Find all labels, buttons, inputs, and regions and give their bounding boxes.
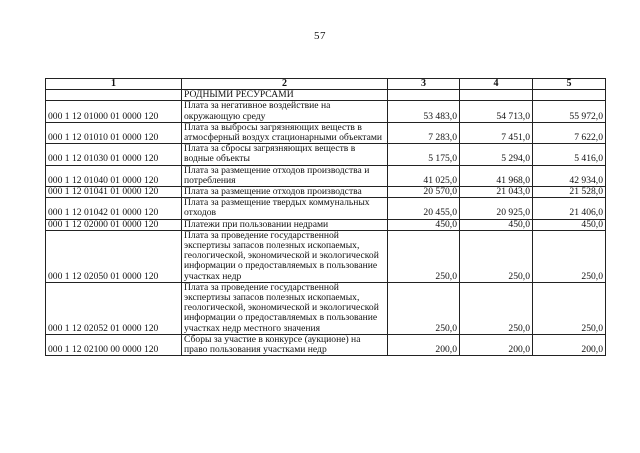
row-value-year-3: 42 934,0 xyxy=(533,165,606,186)
page-number: 57 xyxy=(314,30,326,42)
row-value-year-1: 20 570,0 xyxy=(388,187,460,198)
column-header-code: 1 xyxy=(46,79,182,90)
row-name: Плата за размещение отходов производства xyxy=(182,187,388,198)
table-row xyxy=(46,219,606,230)
row-value-year-3: 450,0 xyxy=(533,219,606,230)
row-value-year-1: 250,0 xyxy=(388,230,460,282)
row-code: 000 1 12 02000 01 0000 120 xyxy=(46,219,182,230)
budget-revenue-table xyxy=(45,78,606,356)
row-value-year-2: 250,0 xyxy=(460,230,533,282)
row-code: 000 1 12 01040 01 0000 120 xyxy=(46,165,182,186)
row-value-year-2: 5 294,0 xyxy=(460,144,533,165)
row-value-year-3: 250,0 xyxy=(533,282,606,334)
table-row xyxy=(46,122,606,143)
row-value-year-3: 21 528,0 xyxy=(533,187,606,198)
table-row xyxy=(46,230,606,282)
row-value-year-1: 200,0 xyxy=(388,334,460,355)
row-value-year-2: 250,0 xyxy=(460,282,533,334)
row-name: Платежи при пользовании недрами xyxy=(182,219,388,230)
table-row xyxy=(46,101,606,122)
row-value-year-1: 41 025,0 xyxy=(388,165,460,186)
table-header-row xyxy=(46,79,606,90)
row-value-year-2: 200,0 xyxy=(460,334,533,355)
row-code: 000 1 12 02052 01 0000 120 xyxy=(46,282,182,334)
row-value-year-3: 55 972,0 xyxy=(533,101,606,122)
row-value-year-1: 5 175,0 xyxy=(388,144,460,165)
column-header-name: 2 xyxy=(182,79,388,90)
column-header-year-2: 4 xyxy=(460,79,533,90)
row-name: Плата за выбросы загрязняющих веществ в атмосферный воздух стационарными объектами xyxy=(182,122,388,143)
row-value-year-2: 54 713,0 xyxy=(460,101,533,122)
table-row xyxy=(46,187,606,198)
continuation-code-cell xyxy=(46,90,182,101)
row-name: Плата за сбросы загрязняющих веществ в водные объекты xyxy=(182,144,388,165)
row-code: 000 1 12 02050 01 0000 120 xyxy=(46,230,182,282)
column-header-year-1: 3 xyxy=(388,79,460,90)
row-value-year-1: 53 483,0 xyxy=(388,101,460,122)
row-value-year-1: 20 455,0 xyxy=(388,198,460,219)
row-value-year-2: 21 043,0 xyxy=(460,187,533,198)
row-name: Плата за размещение отходов производства и потребления xyxy=(182,165,388,186)
table-row xyxy=(46,165,606,186)
row-code: 000 1 12 01041 01 0000 120 xyxy=(46,187,182,198)
row-value-year-3: 5 416,0 xyxy=(533,144,606,165)
row-value-year-1: 450,0 xyxy=(388,219,460,230)
row-code: 000 1 12 01000 01 0000 120 xyxy=(46,101,182,122)
row-name: Сборы за участие в конкурсе (аукционе) на право пользования участками недр xyxy=(182,334,388,355)
row-code: 000 1 12 01030 01 0000 120 xyxy=(46,144,182,165)
row-name: Плата за проведение государственной экспертизы запасов полезных ископаемых, геологической, экономической и экологической информации о предоставляемых в пользование участках недр местного значения xyxy=(182,282,388,334)
table-row xyxy=(46,144,606,165)
continuation-empty-cell xyxy=(460,90,533,101)
continuation-empty-cell xyxy=(533,90,606,101)
row-value-year-1: 250,0 xyxy=(388,282,460,334)
row-value-year-2: 7 451,0 xyxy=(460,122,533,143)
row-value-year-3: 200,0 xyxy=(533,334,606,355)
table-row xyxy=(46,334,606,355)
column-header-year-3: 5 xyxy=(533,79,606,90)
row-value-year-2: 450,0 xyxy=(460,219,533,230)
continuation-empty-cell xyxy=(388,90,460,101)
row-code: 000 1 12 01042 01 0000 120 xyxy=(46,198,182,219)
row-name: Плата за негативное воздействие на окружающую среду xyxy=(182,101,388,122)
continuation-row xyxy=(46,90,606,101)
row-value-year-3: 21 406,0 xyxy=(533,198,606,219)
row-value-year-3: 7 622,0 xyxy=(533,122,606,143)
row-code: 000 1 12 01010 01 0000 120 xyxy=(46,122,182,143)
row-name: Плата за размещение твердых коммунальных отходов xyxy=(182,198,388,219)
row-value-year-3: 250,0 xyxy=(533,230,606,282)
row-value-year-2: 41 968,0 xyxy=(460,165,533,186)
row-name: Плата за проведение государственной экспертизы запасов полезных ископаемых, геологической, экономической и экологической информации о предоставляемых в пользование участках недр xyxy=(182,230,388,282)
row-value-year-2: 20 925,0 xyxy=(460,198,533,219)
continuation-text: РОДНЫМИ РЕСУРСАМИ xyxy=(182,90,388,101)
table-row xyxy=(46,198,606,219)
row-code: 000 1 12 02100 00 0000 120 xyxy=(46,334,182,355)
row-value-year-1: 7 283,0 xyxy=(388,122,460,143)
table-row xyxy=(46,282,606,334)
